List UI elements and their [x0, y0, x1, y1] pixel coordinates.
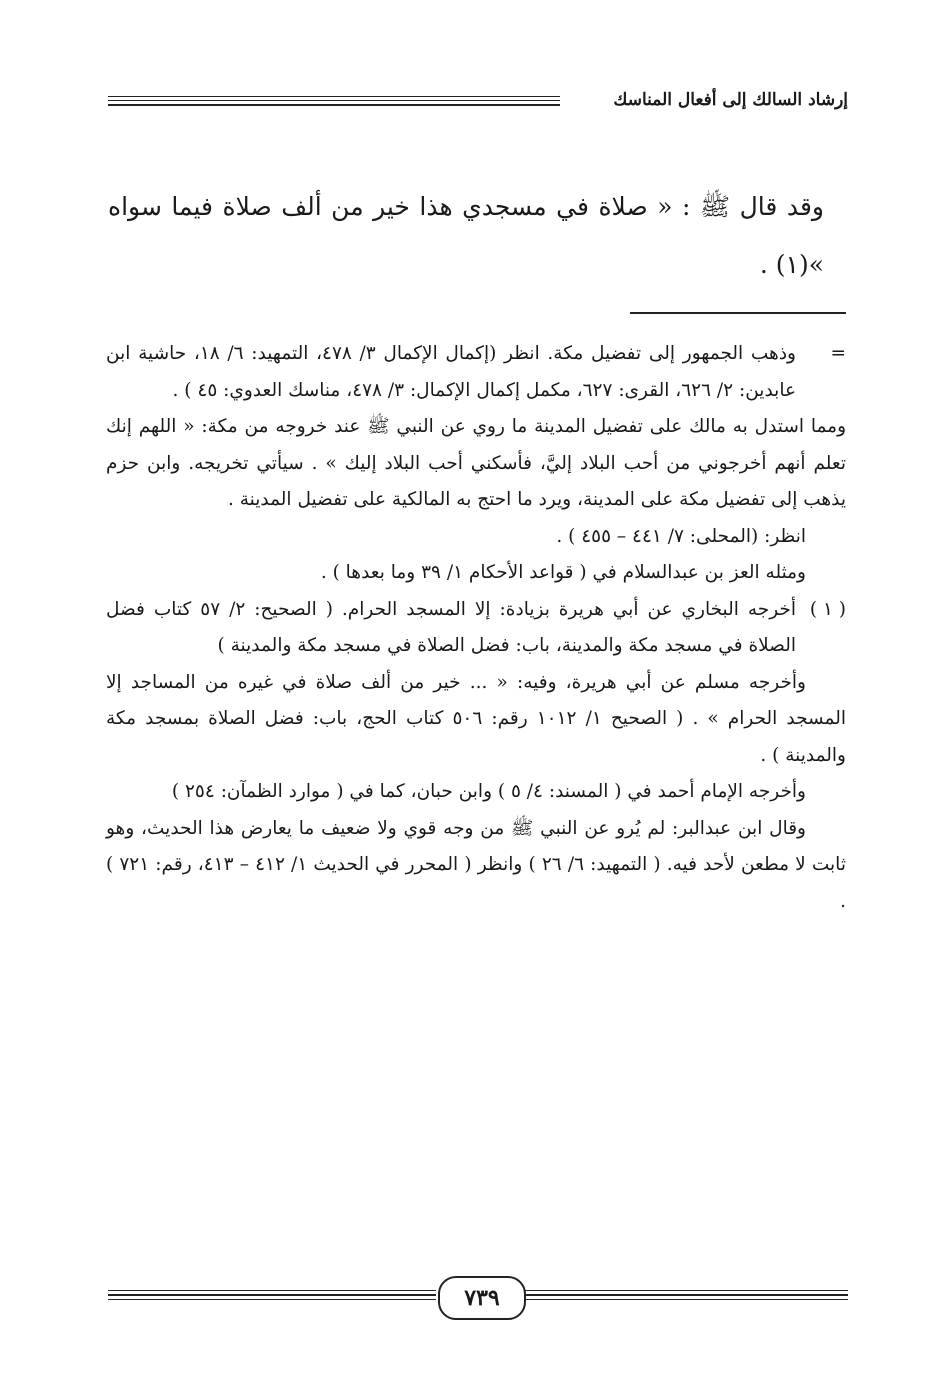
footer-rule — [524, 1290, 848, 1291]
footer-rule — [108, 1294, 436, 1296]
footnote-separator — [630, 312, 846, 314]
header-rule — [108, 104, 560, 106]
main-text — [108, 178, 824, 294]
footnote-paragraph: ومثله العز بن عبدالسلام في ( قواعد الأحكام ١/ ٣٩ وما بعدها ) . — [320, 562, 806, 583]
footnote-number: ( ١ ) — [809, 598, 846, 620]
footnote-paragraph: انظر: (المحلى: ٧/ ٤٤١ – ٤٥٥ ) . — [556, 525, 806, 547]
book-title: إرشاد السالك إلى أفعال المناسك — [613, 90, 848, 110]
continuation-marker: = — [830, 343, 846, 364]
footnote-paragraph: وأخرجه مسلم عن أبي هريرة، وفيه: « ... خير من ألف صلاة في غيره من المساجد إلا المسجد الحرام » . ( الصحيح ١/ ١٠١٢ رقم: ٥٠٦ كتاب الحج، باب: فضل الصلاة بمسجد مكة والمدينة ) . — [106, 671, 846, 766]
footnotes — [106, 336, 846, 920]
header-rule — [108, 100, 560, 101]
main-paragraph: وقد قال ﷺ : « صلاة في مسجدي هذا خير من ألف صلاة فيما سواه »(١) . — [108, 192, 824, 279]
footer-rule — [524, 1294, 848, 1296]
header-rule — [108, 96, 560, 97]
footnote-paragraph: ومما استدل به مالك على تفضيل المدينة ما روي عن النبي ﷺ عند خروجه من مكة: « اللهم إنك تعلم أنهم أخرجوني من أحب البلاد إليَّ، فأسكني أحب البلاد إليك » . سيأتي تخريجه. وابن حزم يذهب إلى تفضيل مكة على المدينة، ويرد ما احتج به المالكية على تفضيل المدينة . — [106, 416, 846, 510]
footer-rule — [108, 1299, 436, 1300]
footer-rule — [524, 1299, 848, 1300]
footnote-1 — [106, 592, 846, 665]
footnote-text: أخرجه البخاري عن أبي هريرة بزيادة: إلا المسجد الحرام. ( الصحيح: ٢/ ٥٧ كتاب فضل الصلاة في مسجد مكة والمدينة، باب: فضل الصلاة في مسجد مكة والمدينة ) — [106, 598, 796, 656]
footnote-paragraph: وأخرجه الإمام أحمد في ( المسند: ٤/ ٥ ) وابن حبان، كما في ( موارد الظمآن: ٢٥٤ ) — [171, 781, 806, 802]
page-number: ٧٣٩ — [438, 1276, 526, 1320]
footnote-continuation — [106, 336, 846, 409]
footnote-paragraph: وقال ابن عبدالبر: لم يُرو عن النبي ﷺ من وجه قوي ولا ضعيف ما يعارض هذا الحديث، وهو ثابت لا مطعن لأحد فيه. ( التمهيد: ٦/ ٢٦ ) وانظر ( المحرر في الحديث ١/ ٤١٢ – ٤١٣، رقم: ٧٢١ ) . — [106, 817, 846, 912]
footnote-text: وذهب الجمهور إلى تفضيل مكة. انظر (إكمال الإكمال ٣/ ٤٧٨، التمهيد: ٦/ ١٨، حاشية ابن عابدين: ٢/ ٦٢٦، القرى: ٦٢٧، مكمل إكمال الإكمال: ٣/ ٤٧٨، مناسك العدوي: ٤٥ ) . — [106, 343, 796, 401]
page-footer — [108, 1276, 848, 1322]
running-header — [108, 86, 848, 120]
footer-rule — [108, 1290, 436, 1291]
